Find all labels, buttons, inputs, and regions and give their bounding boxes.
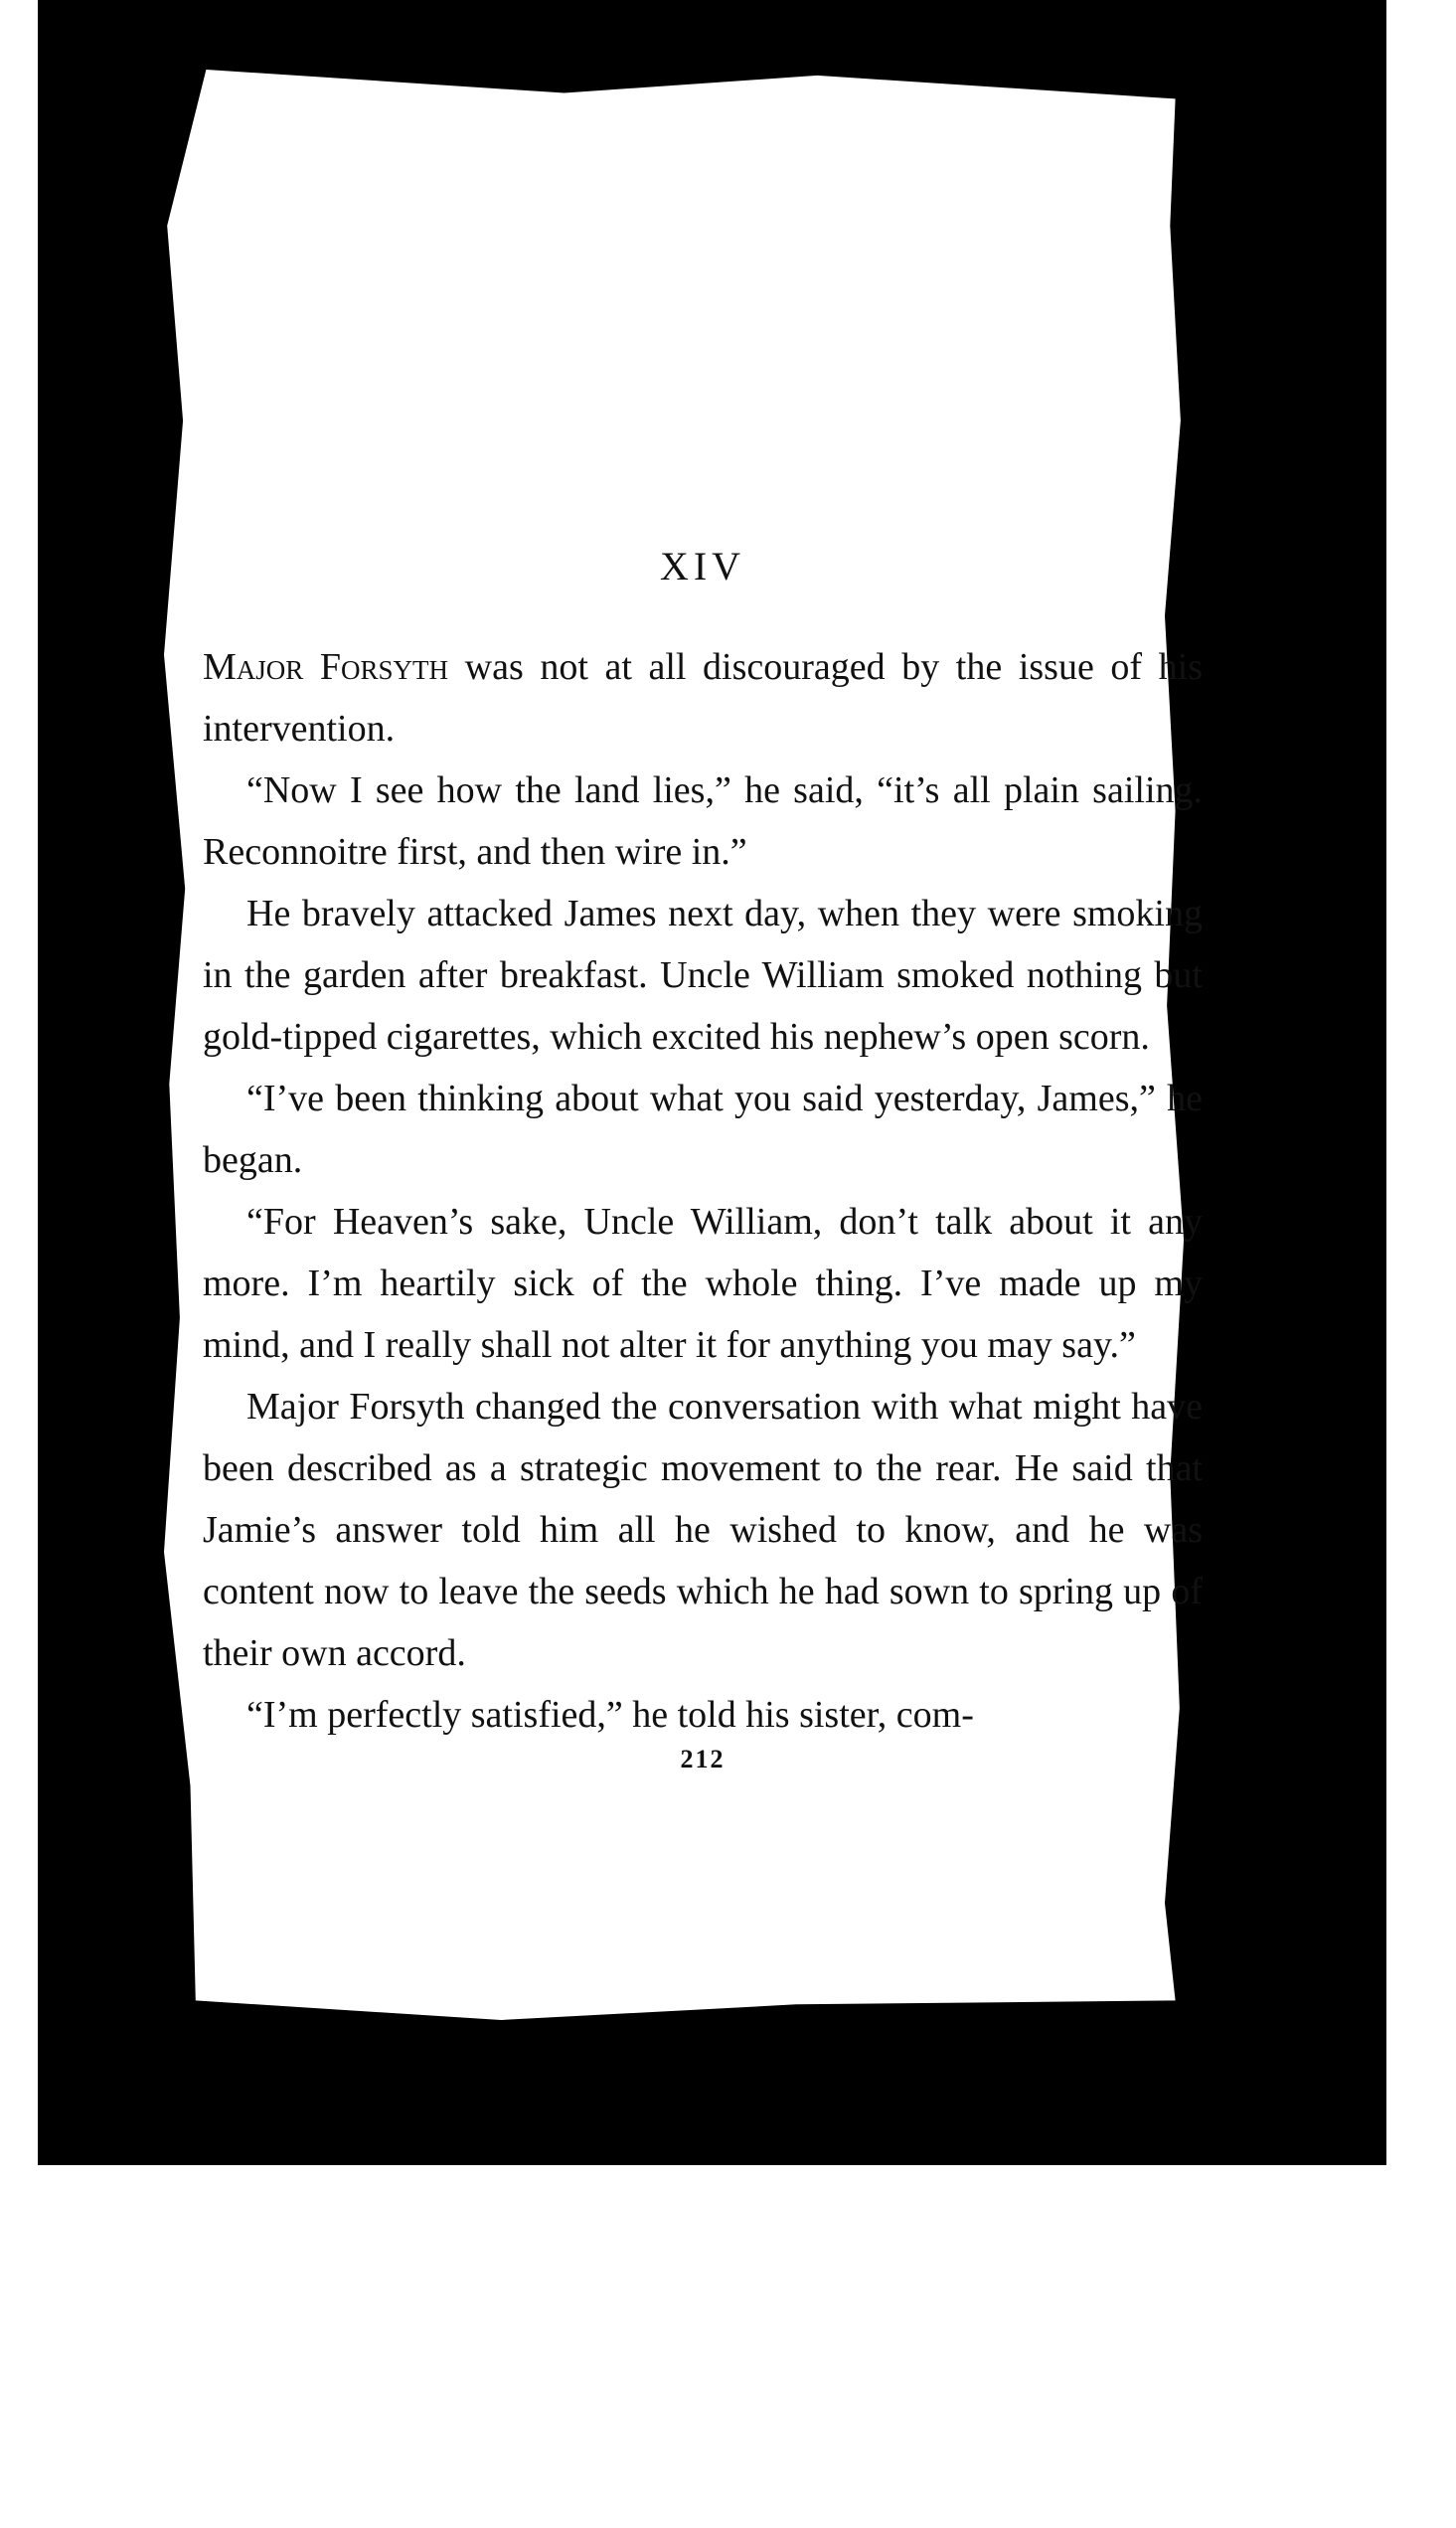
paragraph-1-lead: Major Forsyth (203, 646, 449, 688)
paragraph-1 (203, 636, 1203, 759)
text-column (203, 537, 1203, 1779)
paragraph-6: Major Forsyth changed the conversation with what might have been described as a strategic movement to the rear. He said that Jamie’s answer told him all he wished to know, and he was content now to leave the seeds which he had sown to spring up of their own accord. (203, 1386, 1203, 1674)
paragraph-3: He bravely attacked James next day, when they were smoking in the garden after breakfast. Uncle William smoked nothing but gold-tipped cigarettes, which excited his nephew’s open scorn. (203, 893, 1203, 1058)
page-number: 212 (680, 1745, 726, 1773)
paragraph-4: “I’ve been thinking about what you said yesterday, James,” he began. (203, 1078, 1203, 1181)
paragraph-2: “Now I see how the land lies,” he said, “it’s all plain sailing. Reconnoitre first, and then wire in.” (203, 769, 1203, 873)
paragraph-7: “I’m perfectly satisfied,” he told his sister, com- (246, 1694, 974, 1736)
chapter-heading: XIV (659, 544, 746, 589)
paragraph-1-text: was not at all discouraged by the issue of his intervention. (203, 646, 1203, 750)
paragraph-5: “For Heaven’s sake, Uncle William, don’t talk about it any more. I’m heartily sick of the whole thing. I’ve made up my mind, and I really shall not alter it for anything you may say.” (203, 1201, 1203, 1366)
